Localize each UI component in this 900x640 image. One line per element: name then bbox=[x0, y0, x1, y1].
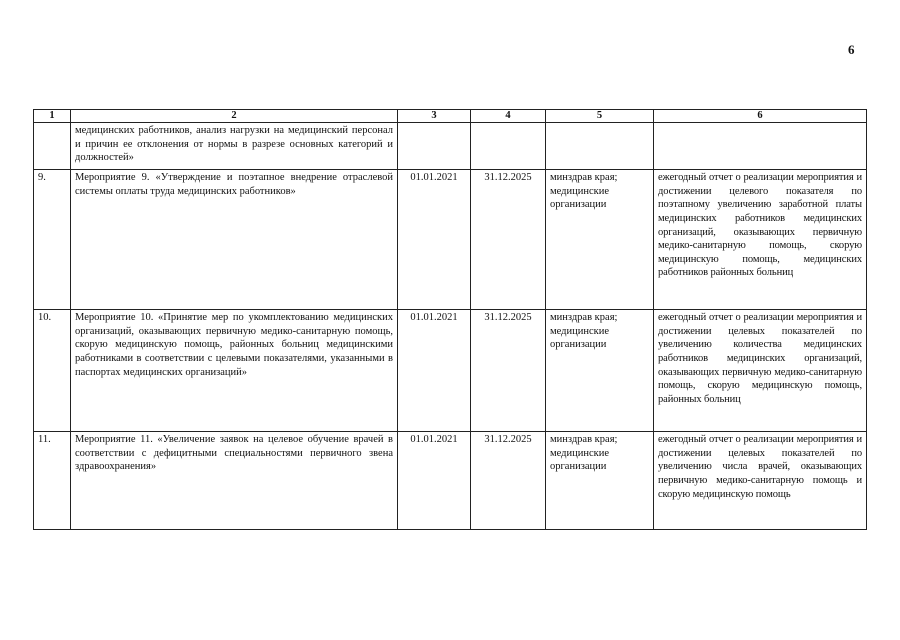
row-number-cell: 10. bbox=[34, 310, 71, 432]
header-col-5: 5 bbox=[546, 110, 654, 123]
header-col-1: 1 bbox=[34, 110, 71, 123]
event-cell: медицинских работников, анализ нагрузки на медицинский персонал и причин ее отклонения от нормы в разрезе основных категорий и должностей» bbox=[71, 123, 398, 170]
executor-cell: минздрав края; медицинские организации bbox=[546, 310, 654, 432]
event-cell: Мероприятие 11. «Увеличение заявок на целевое обучение врачей в соответствии с дефицитными специальностями первичного звена здравоохранения» bbox=[71, 432, 398, 530]
end-date-cell: 31.12.2025 bbox=[471, 170, 546, 310]
measures-table bbox=[33, 109, 867, 530]
start-date-cell: 01.01.2021 bbox=[398, 170, 471, 310]
page-number: 6 bbox=[848, 42, 855, 57]
end-date-cell bbox=[471, 123, 546, 170]
table-row bbox=[34, 170, 867, 310]
start-date-cell: 01.01.2021 bbox=[398, 432, 471, 530]
row-number-cell: 9. bbox=[34, 170, 71, 310]
end-date-cell: 31.12.2025 bbox=[471, 310, 546, 432]
result-cell: ежегодный отчет о реализации мероприятия и достижении целевых показателей по увеличению количества медицинских работников медицинских организаций, оказывающих первичную медико-санитарную помощь, скорую медицинскую помощь, районных больниц bbox=[654, 310, 867, 432]
row-number-cell: 11. bbox=[34, 432, 71, 530]
header-col-2: 2 bbox=[71, 110, 398, 123]
table-row bbox=[34, 310, 867, 432]
executor-cell: минздрав края; медицинские организации bbox=[546, 432, 654, 530]
header-col-3: 3 bbox=[398, 110, 471, 123]
executor-cell: минздрав края; медицинские организации bbox=[546, 170, 654, 310]
header-col-4: 4 bbox=[471, 110, 546, 123]
start-date-cell: 01.01.2021 bbox=[398, 310, 471, 432]
table-header-row bbox=[34, 110, 867, 123]
result-cell: ежегодный отчет о реализации мероприятия и достижении целевых показателей по увеличению числа врачей, оказывающих первичную медико-санитарную помощь и скорую медицинскую помощь bbox=[654, 432, 867, 530]
executor-cell bbox=[546, 123, 654, 170]
table-row bbox=[34, 432, 867, 530]
header-col-6: 6 bbox=[654, 110, 867, 123]
result-cell: ежегодный отчет о реализации мероприятия и достижении целевого показателя по поэтапному увеличению заработной платы медицинских работников медицинских организаций, оказывающих первичную медико-санитарную помощь, скорую медицинскую помощь, медицинских работников районных больниц bbox=[654, 170, 867, 310]
event-cell: Мероприятие 9. «Утверждение и поэтапное внедрение отраслевой системы оплаты труда медицинских работников» bbox=[71, 170, 398, 310]
event-cell: Мероприятие 10. «Принятие мер по укомплектованию медицинских организаций, оказывающих первичную медико-санитарную помощь, скорую медицинскую помощь, районных больниц медицинскими работниками в соответствии с целевыми показателями, указанными в паспортах медицинских организаций» bbox=[71, 310, 398, 432]
row-number-cell bbox=[34, 123, 71, 170]
start-date-cell bbox=[398, 123, 471, 170]
table-row bbox=[34, 123, 867, 170]
result-cell bbox=[654, 123, 867, 170]
end-date-cell: 31.12.2025 bbox=[471, 432, 546, 530]
